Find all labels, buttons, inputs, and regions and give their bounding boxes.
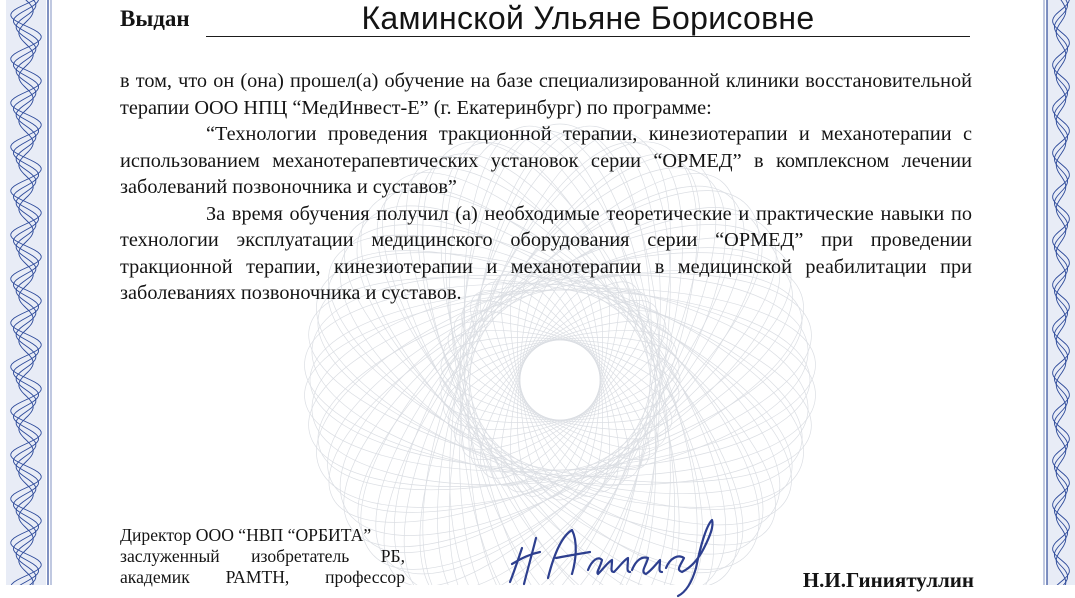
signatory-degree: академик РАМТН, профессор <box>120 567 405 587</box>
training-statement: в том, что он (она) прошел(а) обучение на базе специализированной клиники восстановительной терапии ООО НПЦ “МедИнвест-Е” (г. Екатеринбург) по программе: <box>120 70 972 119</box>
recipient-name: Каминской Ульяне Борисовне <box>361 0 815 36</box>
skills-statement: За время обучения получил (а) необходимые теоретические и практические навыки по технологии эксплуатации медицинского оборудования серии “ОРМЕД” при проведении тракционной терапии, кинезиотерапии и механотерапии в медицинской реабилитации при заболеваниях позвоночника и суставов. <box>120 202 972 304</box>
signatory-name: Н.И.Гиниятуллин <box>802 568 974 592</box>
right-ornamental-border <box>1043 0 1075 585</box>
signatory-block <box>120 525 405 588</box>
signatory-position: Директор ООО “НВП “ОРБИТА” <box>120 525 372 545</box>
issued-label: Выдан <box>120 6 190 31</box>
signatory-title: заслуженный изобретатель РБ, <box>120 546 405 566</box>
certificate-body <box>120 68 972 307</box>
program-title: “Технологии проведения тракционной терапии, кинезиотерапии и механотерапии с использованием механотерапевтических установок серии “ОРМЕД” в комплексном лечении заболеваний позвоночника и суставов” <box>120 123 972 198</box>
left-ornamental-border <box>0 0 52 585</box>
